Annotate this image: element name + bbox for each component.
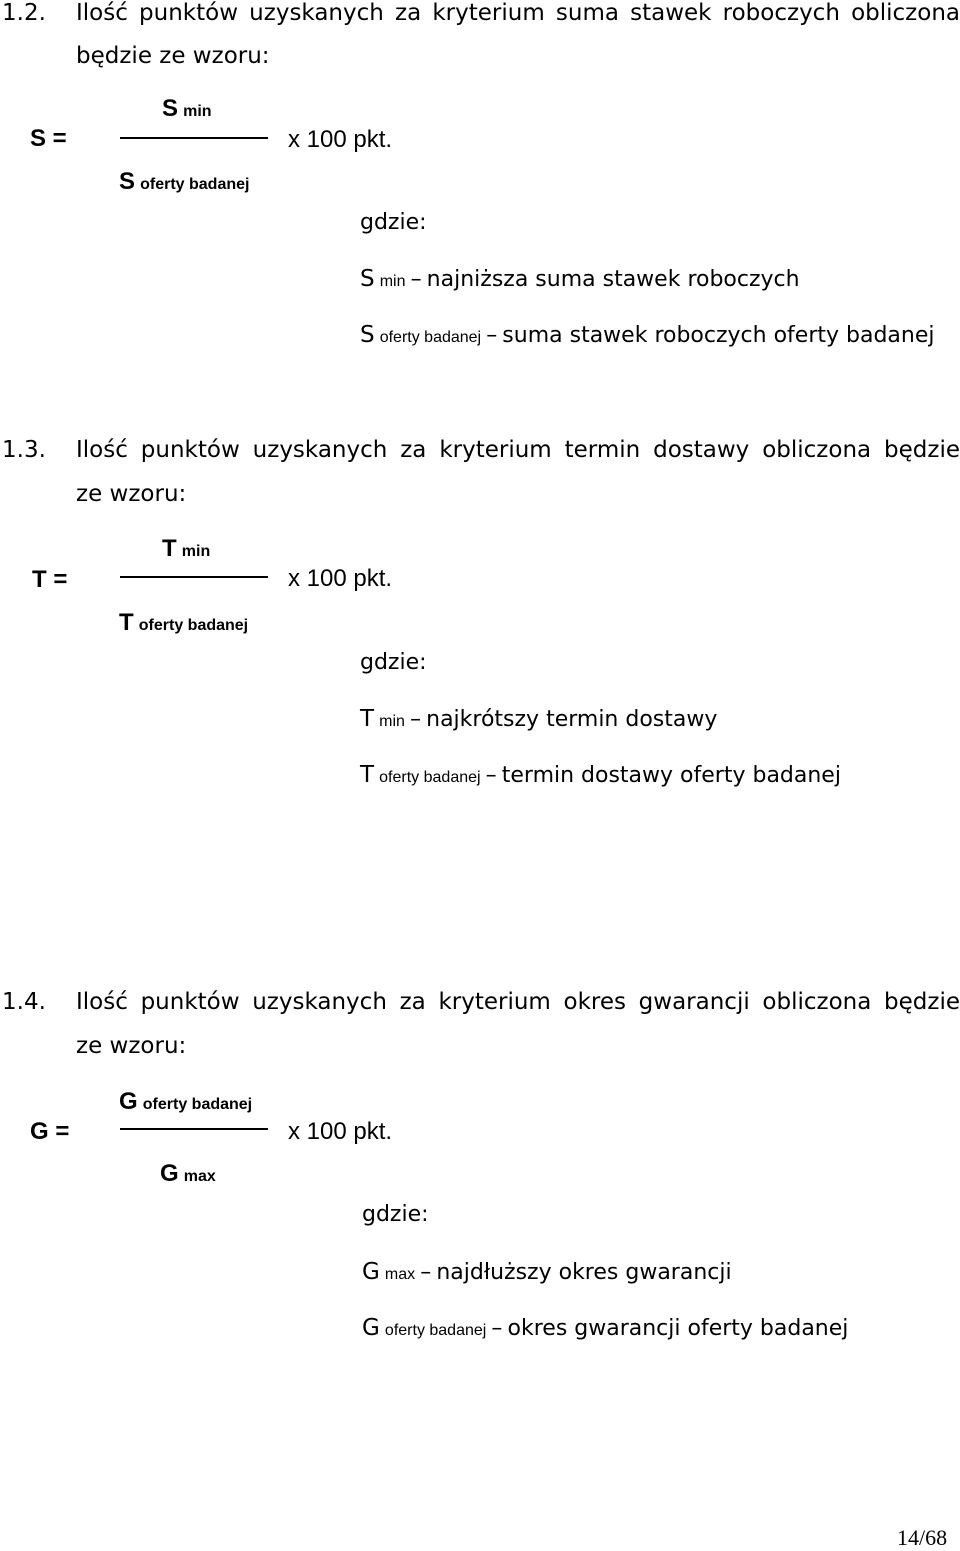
section-heading-line2: ze wzoru: xyxy=(76,1033,187,1059)
section-number: 1.4. xyxy=(2,989,46,1015)
definition-item xyxy=(360,762,841,788)
definition-symbol: T xyxy=(360,762,375,788)
formula-denominator xyxy=(119,609,248,637)
section-number: 1.2. xyxy=(2,0,46,26)
formula-lhs: S = xyxy=(30,125,67,152)
numerator-subscript: min xyxy=(183,103,212,120)
formula-denominator xyxy=(119,168,249,196)
formula-numerator xyxy=(162,535,210,563)
where-label: gdzie: xyxy=(360,210,427,235)
numerator-symbol: S xyxy=(162,95,179,122)
formula-multiplier: x 100 pkt. xyxy=(288,1118,393,1145)
section-heading-line1: Ilość punktów uzyskanych za kryterium termin dostawy obliczona będzie xyxy=(76,437,960,463)
denominator-symbol: S xyxy=(119,168,136,195)
formula-lhs: G = xyxy=(30,1118,70,1145)
definition-text: suma stawek roboczych oferty badanej xyxy=(502,323,935,348)
fraction-bar xyxy=(120,137,268,139)
definition-text: najniższa suma stawek roboczych xyxy=(426,267,800,292)
definition-dash: – xyxy=(491,1316,503,1341)
definition-text: najdłuższy okres gwarancji xyxy=(436,1260,732,1285)
formula-numerator xyxy=(162,95,212,123)
denominator-symbol: T xyxy=(119,609,134,636)
formula-lhs: T = xyxy=(32,566,68,593)
denominator-subscript: oferty badanej xyxy=(140,176,250,193)
definition-symbol: T xyxy=(360,706,375,732)
denominator-subscript: oferty badanej xyxy=(138,617,249,634)
formula-multiplier: x 100 pkt. xyxy=(288,126,393,153)
formula-multiplier: x 100 pkt. xyxy=(288,565,393,592)
where-label: gdzie: xyxy=(360,650,427,675)
definition-symbol: G xyxy=(362,1315,380,1341)
formula-numerator xyxy=(119,1088,252,1116)
section-heading-line2: będzie ze wzoru: xyxy=(76,43,270,69)
numerator-symbol: T xyxy=(162,535,177,562)
definition-dash: – xyxy=(486,323,498,348)
definition-symbol: G xyxy=(362,1259,380,1285)
definition-item xyxy=(360,706,717,732)
definition-symbol: S xyxy=(360,322,375,348)
definition-subscript: oferty badanej xyxy=(379,769,481,786)
section-heading-line1: Ilość punktów uzyskanych za kryterium okres gwarancji obliczona będzie xyxy=(76,989,960,1015)
fraction-bar xyxy=(120,1128,268,1130)
definition-symbol: S xyxy=(360,266,375,292)
definition-text: termin dostawy oferty badanej xyxy=(501,763,841,788)
section-heading-line1: Ilość punktów uzyskanych za kryterium suma stawek roboczych obliczona xyxy=(76,0,960,26)
section-number: 1.3. xyxy=(2,437,46,463)
definition-dash: – xyxy=(410,267,422,292)
definition-dash: – xyxy=(485,763,497,788)
definition-item xyxy=(362,1315,848,1341)
numerator-symbol: G xyxy=(119,1088,138,1115)
page-number: 14/68 xyxy=(897,1525,948,1550)
where-label: gdzie: xyxy=(362,1202,429,1227)
definition-item xyxy=(360,266,800,292)
numerator-subscript: oferty badanej xyxy=(142,1096,253,1113)
denominator-symbol: G xyxy=(160,1160,179,1187)
definition-subscript: max xyxy=(384,1266,416,1283)
fraction-bar xyxy=(120,576,268,578)
section-heading-line2: ze wzoru: xyxy=(76,481,187,507)
definition-dash: – xyxy=(410,707,422,732)
definition-subscript: oferty badanej xyxy=(379,329,482,346)
definition-text: okres gwarancji oferty badanej xyxy=(507,1316,849,1341)
numerator-subscript: min xyxy=(181,543,211,560)
definition-item xyxy=(360,322,935,348)
definition-dash: – xyxy=(420,1260,432,1285)
definition-item xyxy=(362,1259,732,1285)
formula-denominator xyxy=(160,1160,216,1188)
denominator-subscript: max xyxy=(183,1168,216,1185)
definition-subscript: oferty badanej xyxy=(384,1322,487,1339)
definition-subscript: min xyxy=(379,273,406,290)
definition-subscript: min xyxy=(379,713,405,730)
definition-text: najkrótszy termin dostawy xyxy=(426,707,718,732)
